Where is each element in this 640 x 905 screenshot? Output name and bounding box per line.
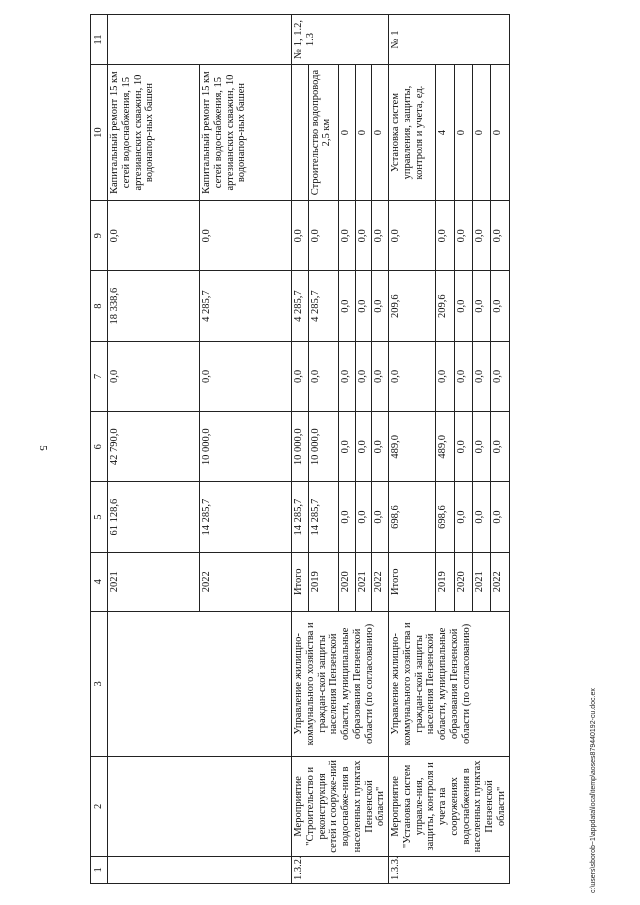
year-cell: 2019 xyxy=(436,552,454,611)
value-cell: 0,0 xyxy=(355,271,372,341)
result-cell: Установка систем управления, защиты, контроля и учета, ед. xyxy=(389,65,436,201)
value-cell: 0,0 xyxy=(491,341,509,411)
page-number: 5 xyxy=(36,445,49,451)
year-cell: 2022 xyxy=(200,552,292,611)
value-cell: 61 128,6 xyxy=(108,482,200,552)
value-cell: 0,0 xyxy=(200,201,292,271)
value-cell: 0,0 xyxy=(491,201,509,271)
value-cell: 0,0 xyxy=(454,341,472,411)
file-path-footer: c:\users\sborob~1\appdata\local\temp\aoses879440192-cu.doc.ex xyxy=(590,688,597,893)
value-cell: 0,0 xyxy=(454,412,472,482)
result-cell: Капитальный ремонт 15 км сетей водоснабжения, 15 артезианских скважин, 10 водонапор-ных башен xyxy=(200,65,292,201)
value-cell: 0,0 xyxy=(389,201,436,271)
value-cell: 0,0 xyxy=(372,412,389,482)
value-cell: 0,0 xyxy=(472,412,490,482)
table-row xyxy=(108,15,200,884)
ref-cell: № 1, 1.2, 1.3 xyxy=(292,15,389,65)
year-cell: Итого xyxy=(389,552,436,611)
header-cell: 11 xyxy=(91,15,108,65)
value-cell: 0,0 xyxy=(491,482,509,552)
ref-cell xyxy=(108,15,292,65)
year-cell: 2022 xyxy=(491,552,509,611)
value-cell: 0,0 xyxy=(308,201,338,271)
result-cell: 0 xyxy=(372,65,389,201)
year-cell: 2022 xyxy=(372,552,389,611)
value-cell: 0,0 xyxy=(292,201,309,271)
result-cell: 4 xyxy=(436,65,454,201)
value-cell: 42 790,0 xyxy=(108,412,200,482)
header-cell: 7 xyxy=(91,341,108,411)
year-cell: 2021 xyxy=(472,552,490,611)
budget-table xyxy=(90,14,510,884)
result-cell: Строительство водопровода 2,5 км xyxy=(308,65,338,201)
header-cell: 3 xyxy=(91,611,108,756)
value-cell: 698,6 xyxy=(436,482,454,552)
year-cell: 2020 xyxy=(454,552,472,611)
value-cell: 489,0 xyxy=(436,412,454,482)
table-row xyxy=(389,15,436,884)
value-cell: 10 000,0 xyxy=(292,412,309,482)
header-cell: 2 xyxy=(91,756,108,856)
value-cell: 14 285,7 xyxy=(200,482,292,552)
year-cell: 2021 xyxy=(108,552,200,611)
executor-cell: Управление жилищно-коммунального хозяйства и граждан-ской защиты населения Пензенской области, муниципальные образования Пензенской области (по согласованию) xyxy=(389,611,510,756)
event-cell: Мероприятие "Строительство и реконструкция сетей и сооруже-ний водоснабже-ния в населенных пунктах Пензенской области" xyxy=(292,756,389,856)
value-cell: 10 000,0 xyxy=(200,412,292,482)
value-cell: 14 285,7 xyxy=(308,482,338,552)
event-cell xyxy=(108,756,292,856)
value-cell: 0,0 xyxy=(338,341,355,411)
value-cell: 0,0 xyxy=(292,341,309,411)
value-cell: 0,0 xyxy=(338,271,355,341)
header-cell: 6 xyxy=(91,412,108,482)
event-cell: Мероприятие "Установка систем управле-ния, защиты, контроля и учета на сооружениях водоснабжения в населенных пунктах Пензенской области" xyxy=(389,756,510,856)
value-cell: 0,0 xyxy=(454,201,472,271)
value-cell: 0,0 xyxy=(355,482,372,552)
value-cell: 0,0 xyxy=(472,341,490,411)
value-cell: 0,0 xyxy=(491,412,509,482)
value-cell: 0,0 xyxy=(372,482,389,552)
value-cell: 0,0 xyxy=(108,201,200,271)
value-cell: 489,0 xyxy=(389,412,436,482)
header-cell: 5 xyxy=(91,482,108,552)
header-cell: 8 xyxy=(91,271,108,341)
value-cell: 0,0 xyxy=(338,412,355,482)
value-cell: 10 000,0 xyxy=(308,412,338,482)
value-cell: 0,0 xyxy=(454,482,472,552)
value-cell: 0,0 xyxy=(338,482,355,552)
value-cell: 0,0 xyxy=(491,271,509,341)
result-cell: 0 xyxy=(472,65,490,201)
table-row xyxy=(292,15,309,884)
value-cell: 0,0 xyxy=(389,341,436,411)
value-cell: 18 338,6 xyxy=(108,271,200,341)
result-cell: Капитальный ремонт 15 км сетей водоснабжения, 15 артезианских скважин, 10 водонапор-ных башен xyxy=(108,65,200,201)
value-cell: 0,0 xyxy=(338,201,355,271)
value-cell: 4 285,7 xyxy=(308,271,338,341)
value-cell: 698,6 xyxy=(389,482,436,552)
value-cell: 209,6 xyxy=(436,271,454,341)
header-cell: 4 xyxy=(91,552,108,611)
header-cell: 9 xyxy=(91,201,108,271)
executor-cell xyxy=(108,611,292,756)
header-cell: 10 xyxy=(91,65,108,201)
value-cell: 0,0 xyxy=(472,482,490,552)
num-cell: 1.3.3. xyxy=(389,856,510,883)
year-cell: 2020 xyxy=(338,552,355,611)
ref-cell: № 1 xyxy=(389,15,510,65)
value-cell: 0,0 xyxy=(372,341,389,411)
value-cell: 0,0 xyxy=(355,341,372,411)
result-cell xyxy=(292,65,309,201)
num-cell: 1.3.2. xyxy=(292,856,389,883)
header-row xyxy=(91,15,108,884)
value-cell: 0,0 xyxy=(355,412,372,482)
result-cell: 0 xyxy=(454,65,472,201)
value-cell: 0,0 xyxy=(436,201,454,271)
value-cell: 0,0 xyxy=(372,271,389,341)
value-cell: 0,0 xyxy=(355,201,372,271)
value-cell: 209,6 xyxy=(389,271,436,341)
value-cell: 0,0 xyxy=(454,271,472,341)
value-cell: 0,0 xyxy=(200,341,292,411)
value-cell: 0,0 xyxy=(472,271,490,341)
value-cell: 0,0 xyxy=(108,341,200,411)
value-cell: 14 285,7 xyxy=(292,482,309,552)
result-cell: 0 xyxy=(491,65,509,201)
executor-cell: Управление жилищно-коммунального хозяйства и граждан-ской защиты населения Пензенской области, муниципальные образования Пензенской области (по согласованию) xyxy=(292,611,389,756)
value-cell: 4 285,7 xyxy=(292,271,309,341)
value-cell: 0,0 xyxy=(308,341,338,411)
year-cell: 2021 xyxy=(355,552,372,611)
result-cell: 0 xyxy=(338,65,355,201)
value-cell: 0,0 xyxy=(436,341,454,411)
result-cell: 0 xyxy=(355,65,372,201)
year-cell: Итого xyxy=(292,552,309,611)
value-cell: 0,0 xyxy=(372,201,389,271)
rotated-table-wrapper xyxy=(90,14,590,884)
value-cell: 4 285,7 xyxy=(200,271,292,341)
value-cell: 0,0 xyxy=(472,201,490,271)
year-cell: 2019 xyxy=(308,552,338,611)
num-cell xyxy=(108,856,292,883)
header-cell: 1 xyxy=(91,856,108,883)
